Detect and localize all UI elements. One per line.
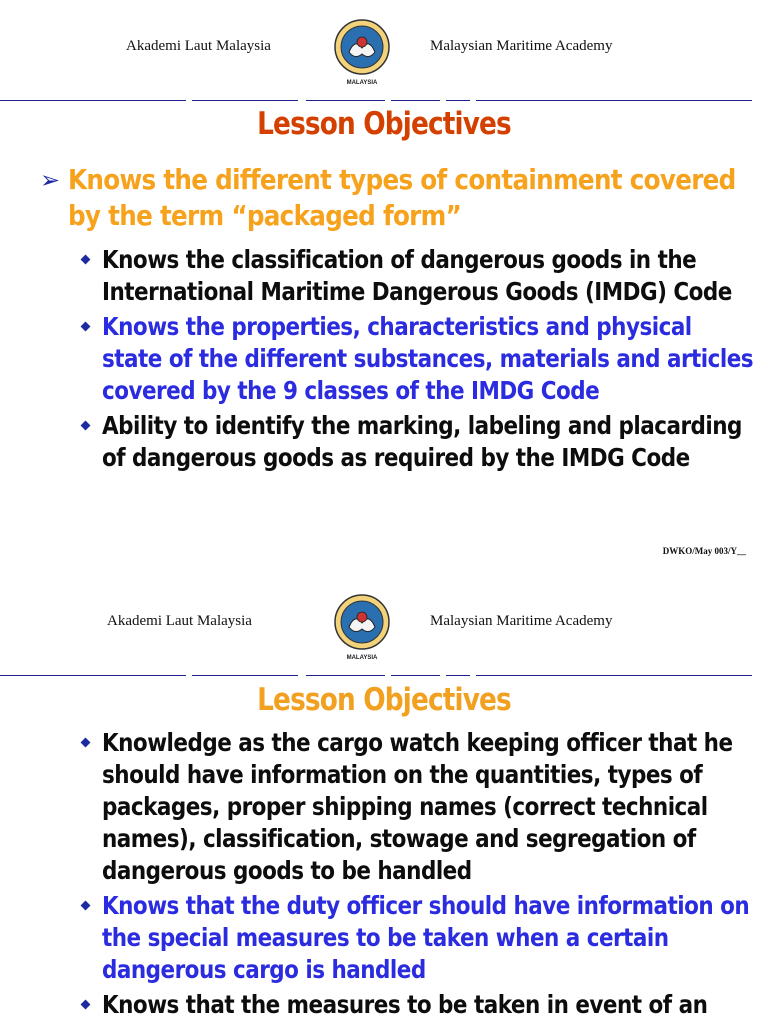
list-item-text: Knows the properties, characteristics and physical state of the different substances, materials and articles covered by the 9 classes of the IMDG Code xyxy=(102,312,754,405)
list-item-text: Knows that the measures to be taken in event of an xyxy=(102,990,708,1019)
header-left-text: Akademi Laut Malaysia xyxy=(126,38,271,54)
list-item xyxy=(78,727,748,887)
main-objective xyxy=(40,162,740,234)
rule-gap xyxy=(440,673,446,677)
list-item xyxy=(78,311,754,407)
rule-gap xyxy=(186,673,192,677)
rule-gap xyxy=(440,98,446,102)
header-right-text: Malaysian Maritime Academy xyxy=(430,38,613,54)
slide-header xyxy=(0,0,768,100)
diamond-bullet-icon xyxy=(81,322,91,332)
list-item-text: Ability to identify the marking, labeling and placarding of dangerous goods as required by the IMDG Code xyxy=(102,411,742,472)
slide-title: Lesson Objectives xyxy=(257,106,511,142)
slide-title: Lesson Objectives xyxy=(257,682,511,718)
rule-gap xyxy=(385,673,391,677)
academy-logo-icon xyxy=(333,18,391,88)
list-item-text: Knows that the duty officer should have information on the special measures to be taken when a certain dangerous cargo is handled xyxy=(102,891,750,984)
rule-gap xyxy=(186,98,192,102)
slide-2 xyxy=(0,575,768,1024)
header-rule xyxy=(0,675,752,676)
main-objective-text: Knows the different types of containment covered by the term “packaged form” xyxy=(68,163,736,232)
list-item xyxy=(78,890,748,986)
logo-caption: MALAYSIA xyxy=(346,80,378,86)
academy-logo-icon xyxy=(333,593,391,663)
objective-list xyxy=(78,727,748,1024)
list-item-text: Knows the classification of dangerous goods in the International Maritime Dangerous Goods (IMDG) Code xyxy=(102,245,732,306)
rule-gap xyxy=(470,98,476,102)
objective-list xyxy=(78,244,754,477)
slide-header xyxy=(0,575,768,675)
diamond-bullet-icon xyxy=(81,901,91,911)
list-item xyxy=(78,989,748,1021)
list-item-text: Knowledge as the cargo watch keeping officer that he should have information on the quantities, types of packages, proper shipping names (correct technical names), classification, stowage and segregation of dangerous goods to be handled xyxy=(102,728,733,885)
arrow-bullet-icon: ➢ xyxy=(40,166,60,194)
document-reference: DWKO/May 003/Y__ xyxy=(662,546,746,556)
rule-gap xyxy=(298,673,306,677)
header-rule xyxy=(0,100,752,101)
header-left-text: Akademi Laut Malaysia xyxy=(107,613,252,629)
rule-gap xyxy=(470,673,476,677)
rule-gap xyxy=(298,98,306,102)
diamond-bullet-icon xyxy=(81,738,91,748)
list-item xyxy=(78,244,748,308)
diamond-bullet-icon xyxy=(81,421,91,431)
diamond-bullet-icon xyxy=(81,255,91,265)
logo-caption: MALAYSIA xyxy=(346,655,378,661)
diamond-bullet-icon xyxy=(81,1000,91,1010)
list-item xyxy=(78,410,748,474)
header-right-text: Malaysian Maritime Academy xyxy=(430,613,613,629)
rule-gap xyxy=(385,98,391,102)
